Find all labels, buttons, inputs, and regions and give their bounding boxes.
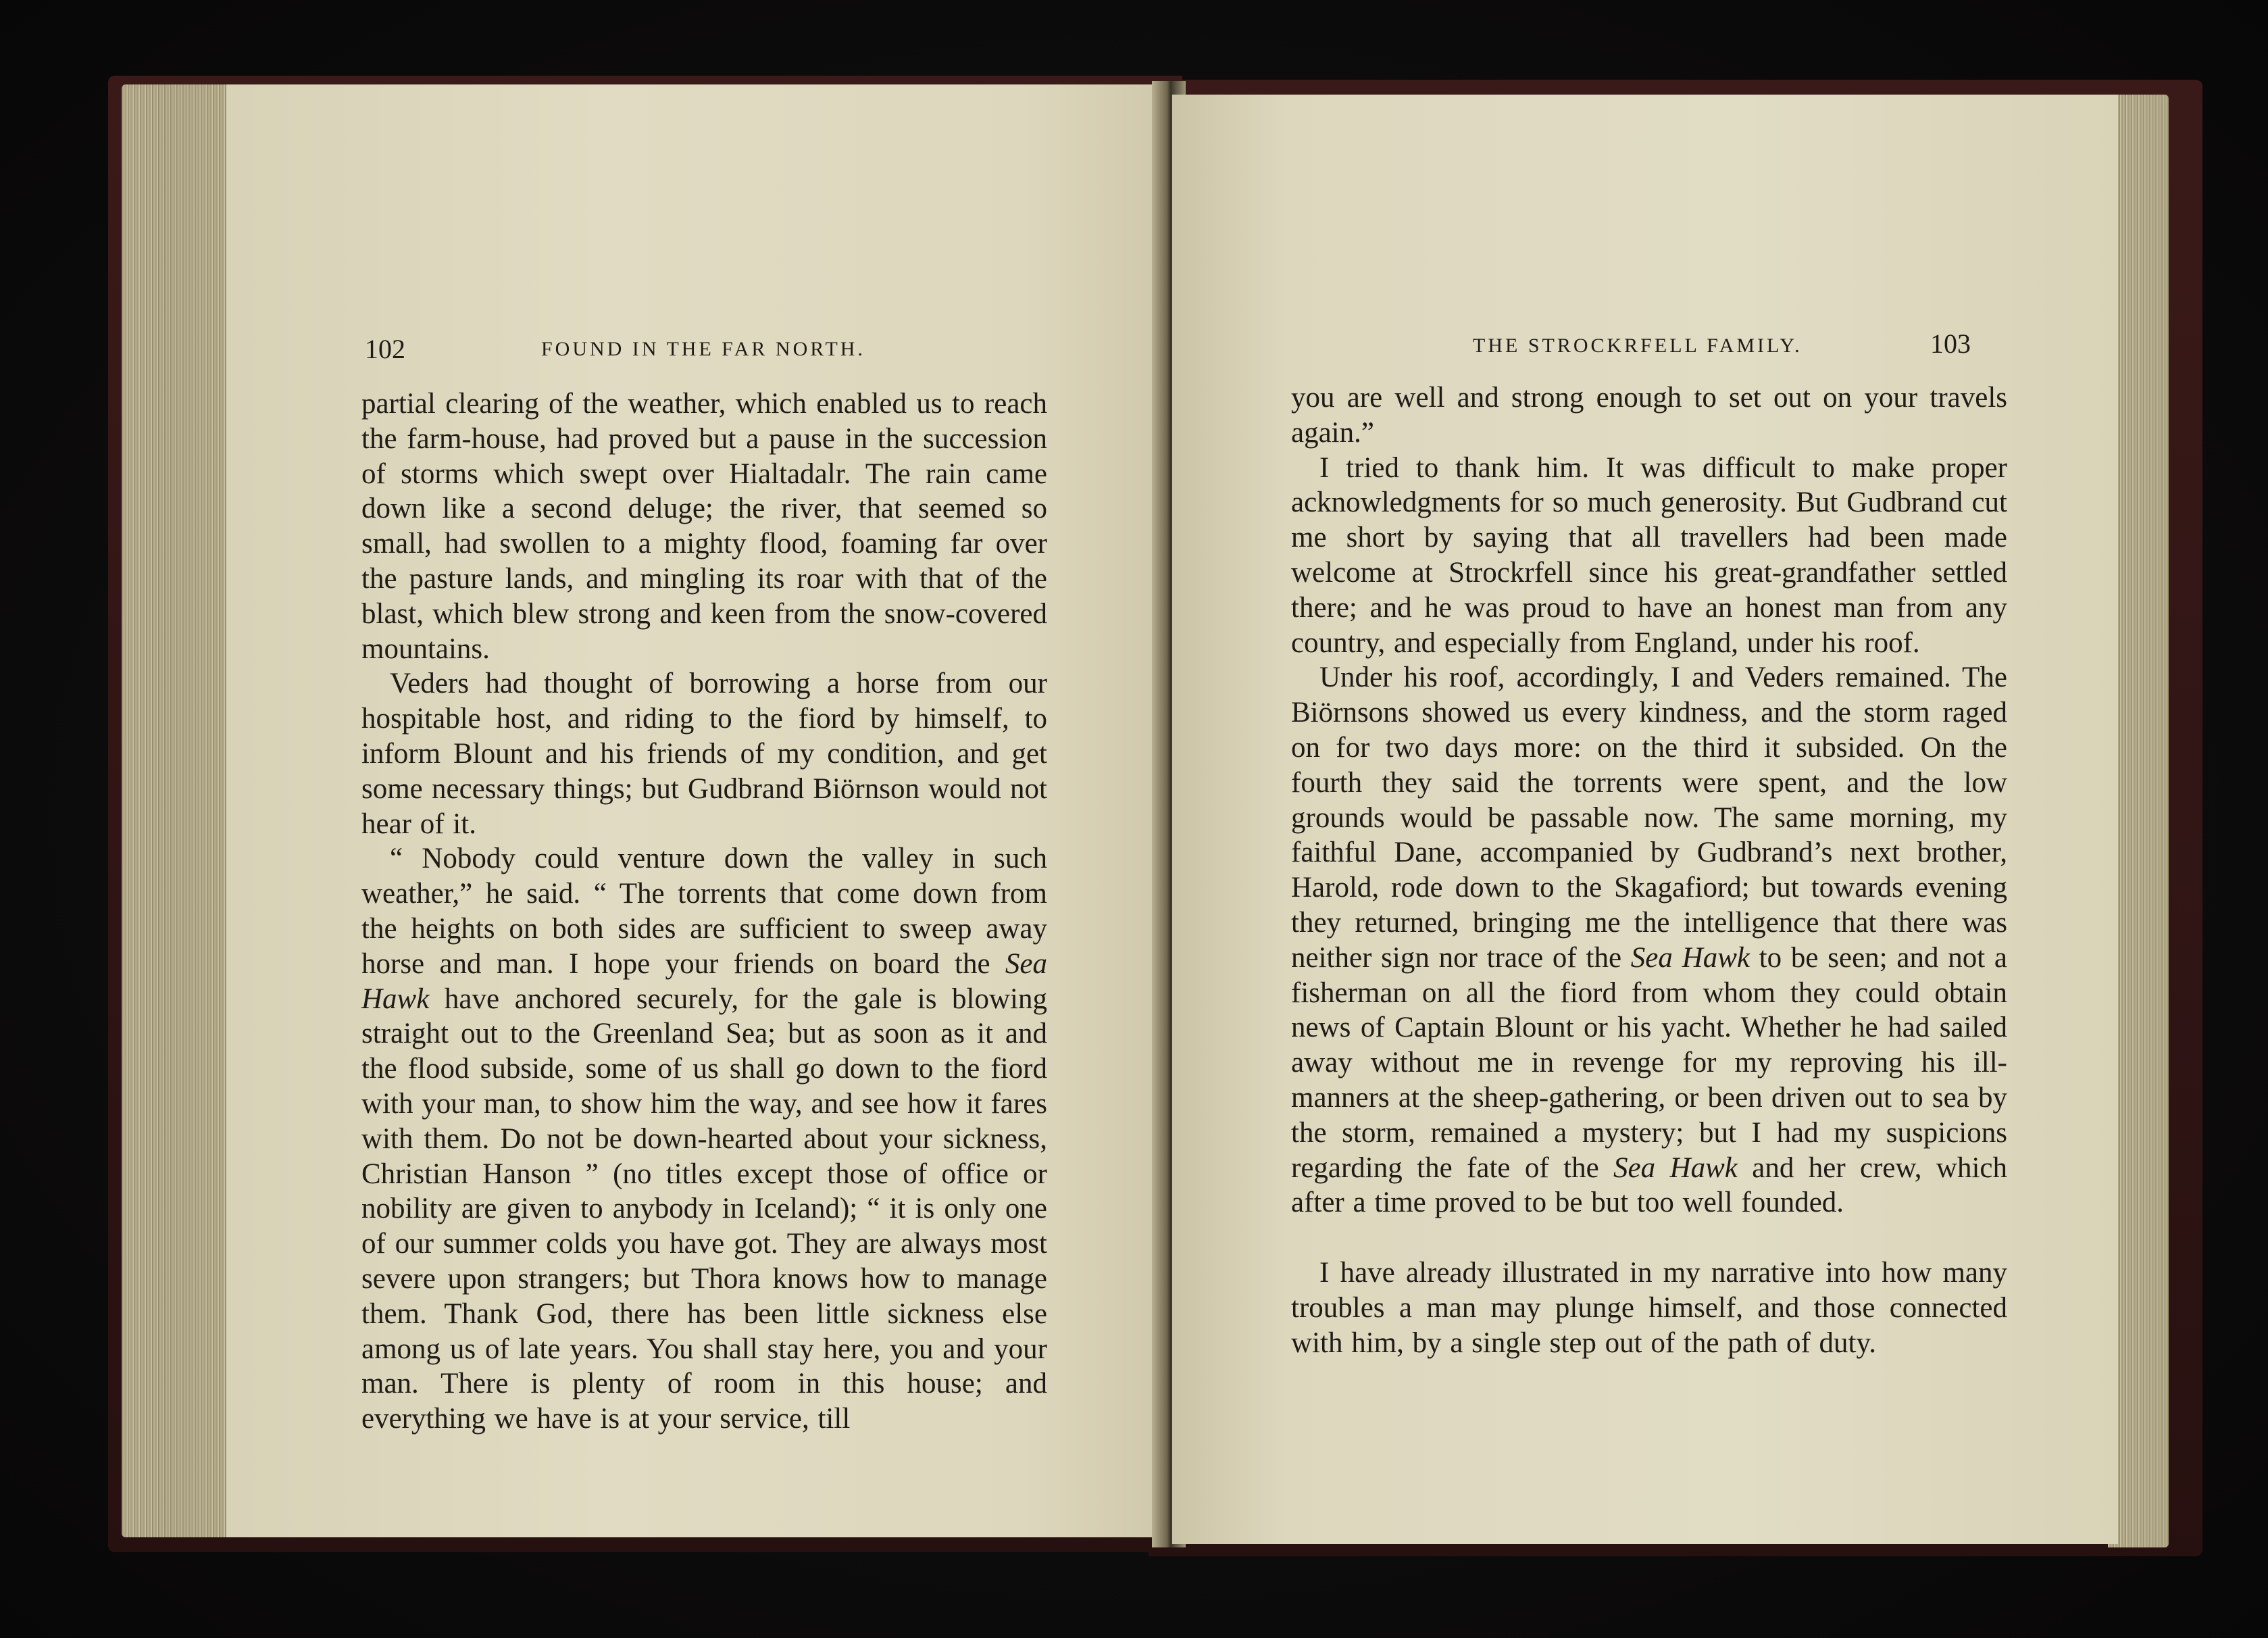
ship-name: Sea Hawk — [361, 947, 1047, 1015]
page-number: 102 — [365, 334, 405, 364]
page-body — [1291, 380, 2007, 1361]
paragraph: partial clearing of the weather, which enabled us to reach the farm-house, had proved but a pause in the succession of storms which swept over Hialtadalr. The rain came down like a second deluge; the river, that seemed so small, had swollen to a mighty flood, foaming far over the pasture lands, and mingling its roar with that of the blast, which blew strong and keen from the snow-covered mountains. — [361, 388, 1047, 665]
running-head: FOUND IN THE FAR NORTH. — [541, 338, 865, 360]
running-head: THE STROCKRFELL FAMILY. — [1473, 334, 1803, 357]
page-body — [361, 387, 1047, 1437]
paragraph: I have already illustrated in my narrative into how many troubles a man may plunge himself, and those connected with him, by a single step out of the path of duty. — [1291, 1257, 2007, 1359]
paragraph: you are well and strong enough to set out on your travels again.” — [1291, 382, 2007, 449]
paragraph: Veders had thought of borrowing a horse from our hospitable host, and riding to the fiord by himself, to inform Blount and his friends of my condition, and get some necessary things; but Gudbrand Biörnson would not hear of it. — [361, 668, 1047, 840]
right-page — [1172, 95, 2118, 1544]
page-edges-left — [122, 84, 236, 1537]
text-run: to be seen; and not a fisherman on all the fiord from whom they could obtain news of Captain Blount or his yacht. Whether he had sailed away without me in revenge for my reproving his ill-manners at the sheep-gathering, or been driven out to sea by the storm, remained a mystery; but I had my suspicions regarding the fate of the — [1291, 941, 2007, 1184]
paragraph — [361, 841, 1047, 1437]
text-run: and her crew, which after a time proved to be but too well founded. — [1291, 1151, 2008, 1219]
text-run: “ Nobody could venture down the valley in such weather,” he said. “ The torrents that come down from the heights on both sides are sufficient to sweep away horse and man. I hope your friends on board the — [361, 843, 1047, 980]
text-run: Under his roof, accordingly, I and Veders remained. The Biörnsons showed us every kindness, and the storm raged on for two days more: on the third it subsided. On the fourth they said the torrents were spent, and the low grounds would be passable now. The same morning, my faithful Dane, accompanied by Gudbrand’s next brother, Harold, rode down to the Skagafiord; but towards evening they returned, bringing me the intelligence that there was neither sign nor trace of the — [1291, 662, 2007, 974]
page-number: 103 — [1930, 328, 1971, 359]
ship-name: Sea Hawk — [1630, 941, 1750, 974]
paragraph: I tried to thank him. It was difficult to make proper acknowledgments for so much generosity. But Gudbrand cut me short by saying that all travellers had been made welcome at Strockrfell since his great-grandfather settled there; and he was proud to have an honest man from any country, and especially from England, under his roof. — [1291, 451, 2007, 659]
ship-name: Sea Hawk — [1613, 1151, 1738, 1184]
left-page — [226, 84, 1165, 1537]
text-run: have anchored securely, for the gale is blowing straight out to the Greenland Sea; but as soon as it and the flood subside, some of us shall go down to the fiord with your man, to show him the way, and see how it fares with them. Do not be down-hearted about your sickness, Christian Hanson ” (no titles except those of office or nobility are given to anybody in Iceland); “ it is only one of our summer colds you have got. They are always most severe upon strangers; but Thora knows how to manage them. Thank God, there has been little sickness else among us of late years. You shall stay here, you and your man. There is plenty of room in this house; and everything we have is at your service, till — [361, 983, 1047, 1435]
paragraph — [1291, 660, 2007, 1220]
